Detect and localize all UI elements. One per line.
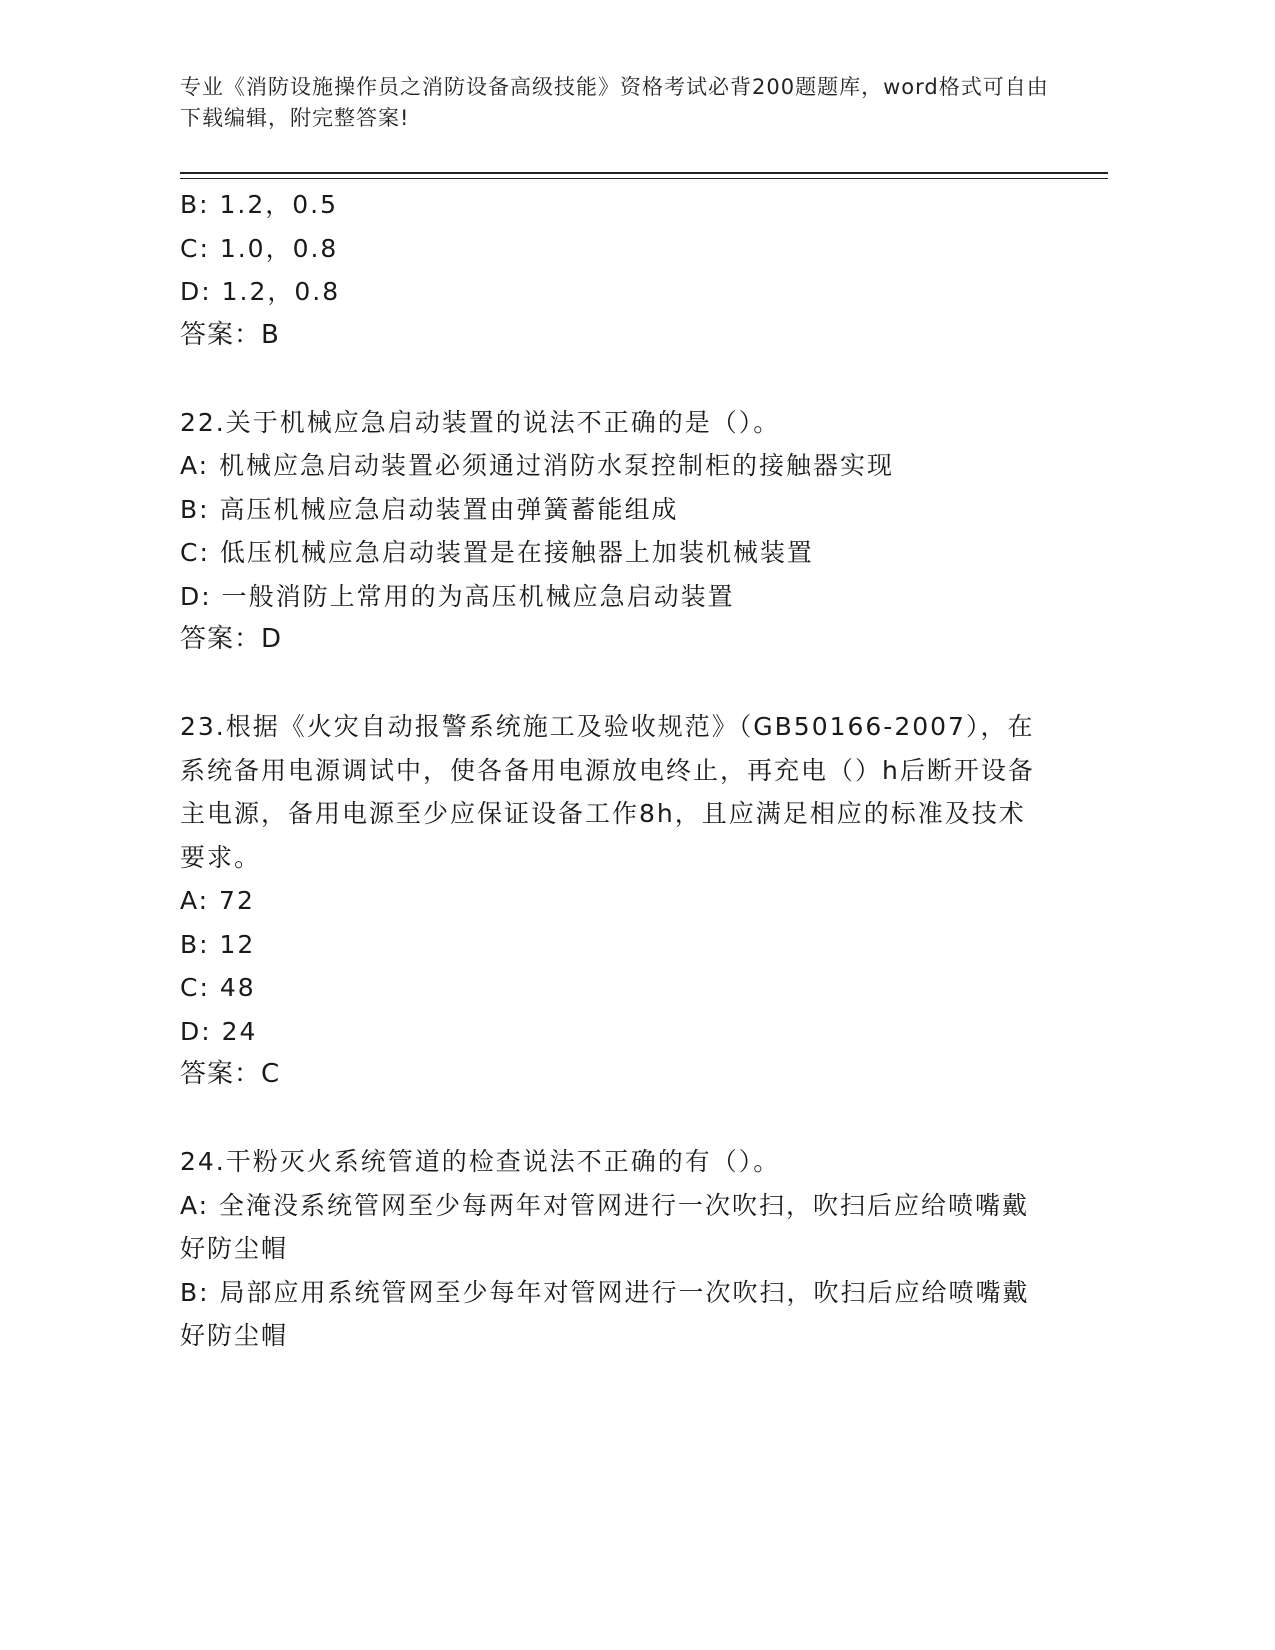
option-b: B: 12 bbox=[180, 929, 256, 959]
option-b: B: 局部应用系统管网至少每年对管网进行一次吹扫，吹扫后应给喷嘴戴好防尘帽 bbox=[180, 1277, 1030, 1350]
header-divider-thin bbox=[180, 178, 1108, 179]
page-header: 专业《消防设施操作员之消防设备高级技能》资格考试必背200题题库，word格式可自由下载编辑，附完整答案! bbox=[180, 75, 1049, 130]
question-24 bbox=[180, 1140, 1050, 1358]
question-22 bbox=[180, 401, 1050, 662]
option-c: C: 48 bbox=[180, 973, 256, 1002]
question-23 bbox=[180, 705, 1050, 1097]
option-d: D: 1.2，0.8 bbox=[180, 277, 341, 306]
option-d: D: 24 bbox=[180, 1016, 258, 1046]
header-divider-thick bbox=[180, 172, 1108, 174]
question-stem: 23.根据《火灾自动报警系统施工及验收规范》（GB50166-2007），在系统备用电源调试中，使各备用电源放电终止，再充电（）h后断开设备主电源，备用电源至少应保证设备工作8h，且应满足相应的标准及技术要求。 bbox=[180, 712, 1035, 872]
answer-line: 答案：C bbox=[180, 1059, 281, 1089]
question-stem: 22.关于机械应急启动装置的说法不正确的是（）。 bbox=[180, 407, 781, 437]
spacer bbox=[180, 1097, 1050, 1141]
option-d: D: 一般消防上常用的为高压机械应急启动装置 bbox=[180, 581, 735, 611]
option-b: B: 1.2，0.5 bbox=[180, 190, 339, 219]
answer-line: 答案：B bbox=[180, 319, 280, 350]
option-c: C: 1.0，0.8 bbox=[180, 233, 339, 263]
spacer bbox=[180, 357, 1050, 401]
option-c: C: 低压机械应急启动装置是在接触器上加装机械装置 bbox=[180, 538, 814, 567]
answer-line: 答案：D bbox=[180, 624, 283, 654]
option-a: A: 72 bbox=[180, 886, 255, 915]
option-b: B: 高压机械应急启动装置由弹簧蓄能组成 bbox=[180, 494, 679, 524]
option-a: A: 机械应急启动装置必须通过消防水泵控制柜的接触器实现 bbox=[180, 451, 895, 480]
spacer bbox=[180, 662, 1050, 706]
question-stem: 24.干粉灭火系统管道的检查说法不正确的有（）。 bbox=[180, 1147, 781, 1176]
question-content bbox=[180, 183, 1050, 1358]
question-21-tail bbox=[180, 183, 1050, 357]
option-a: A: 全淹没系统管网至少每两年对管网进行一次吹扫，吹扫后应给喷嘴戴好防尘帽 bbox=[180, 1190, 1030, 1263]
